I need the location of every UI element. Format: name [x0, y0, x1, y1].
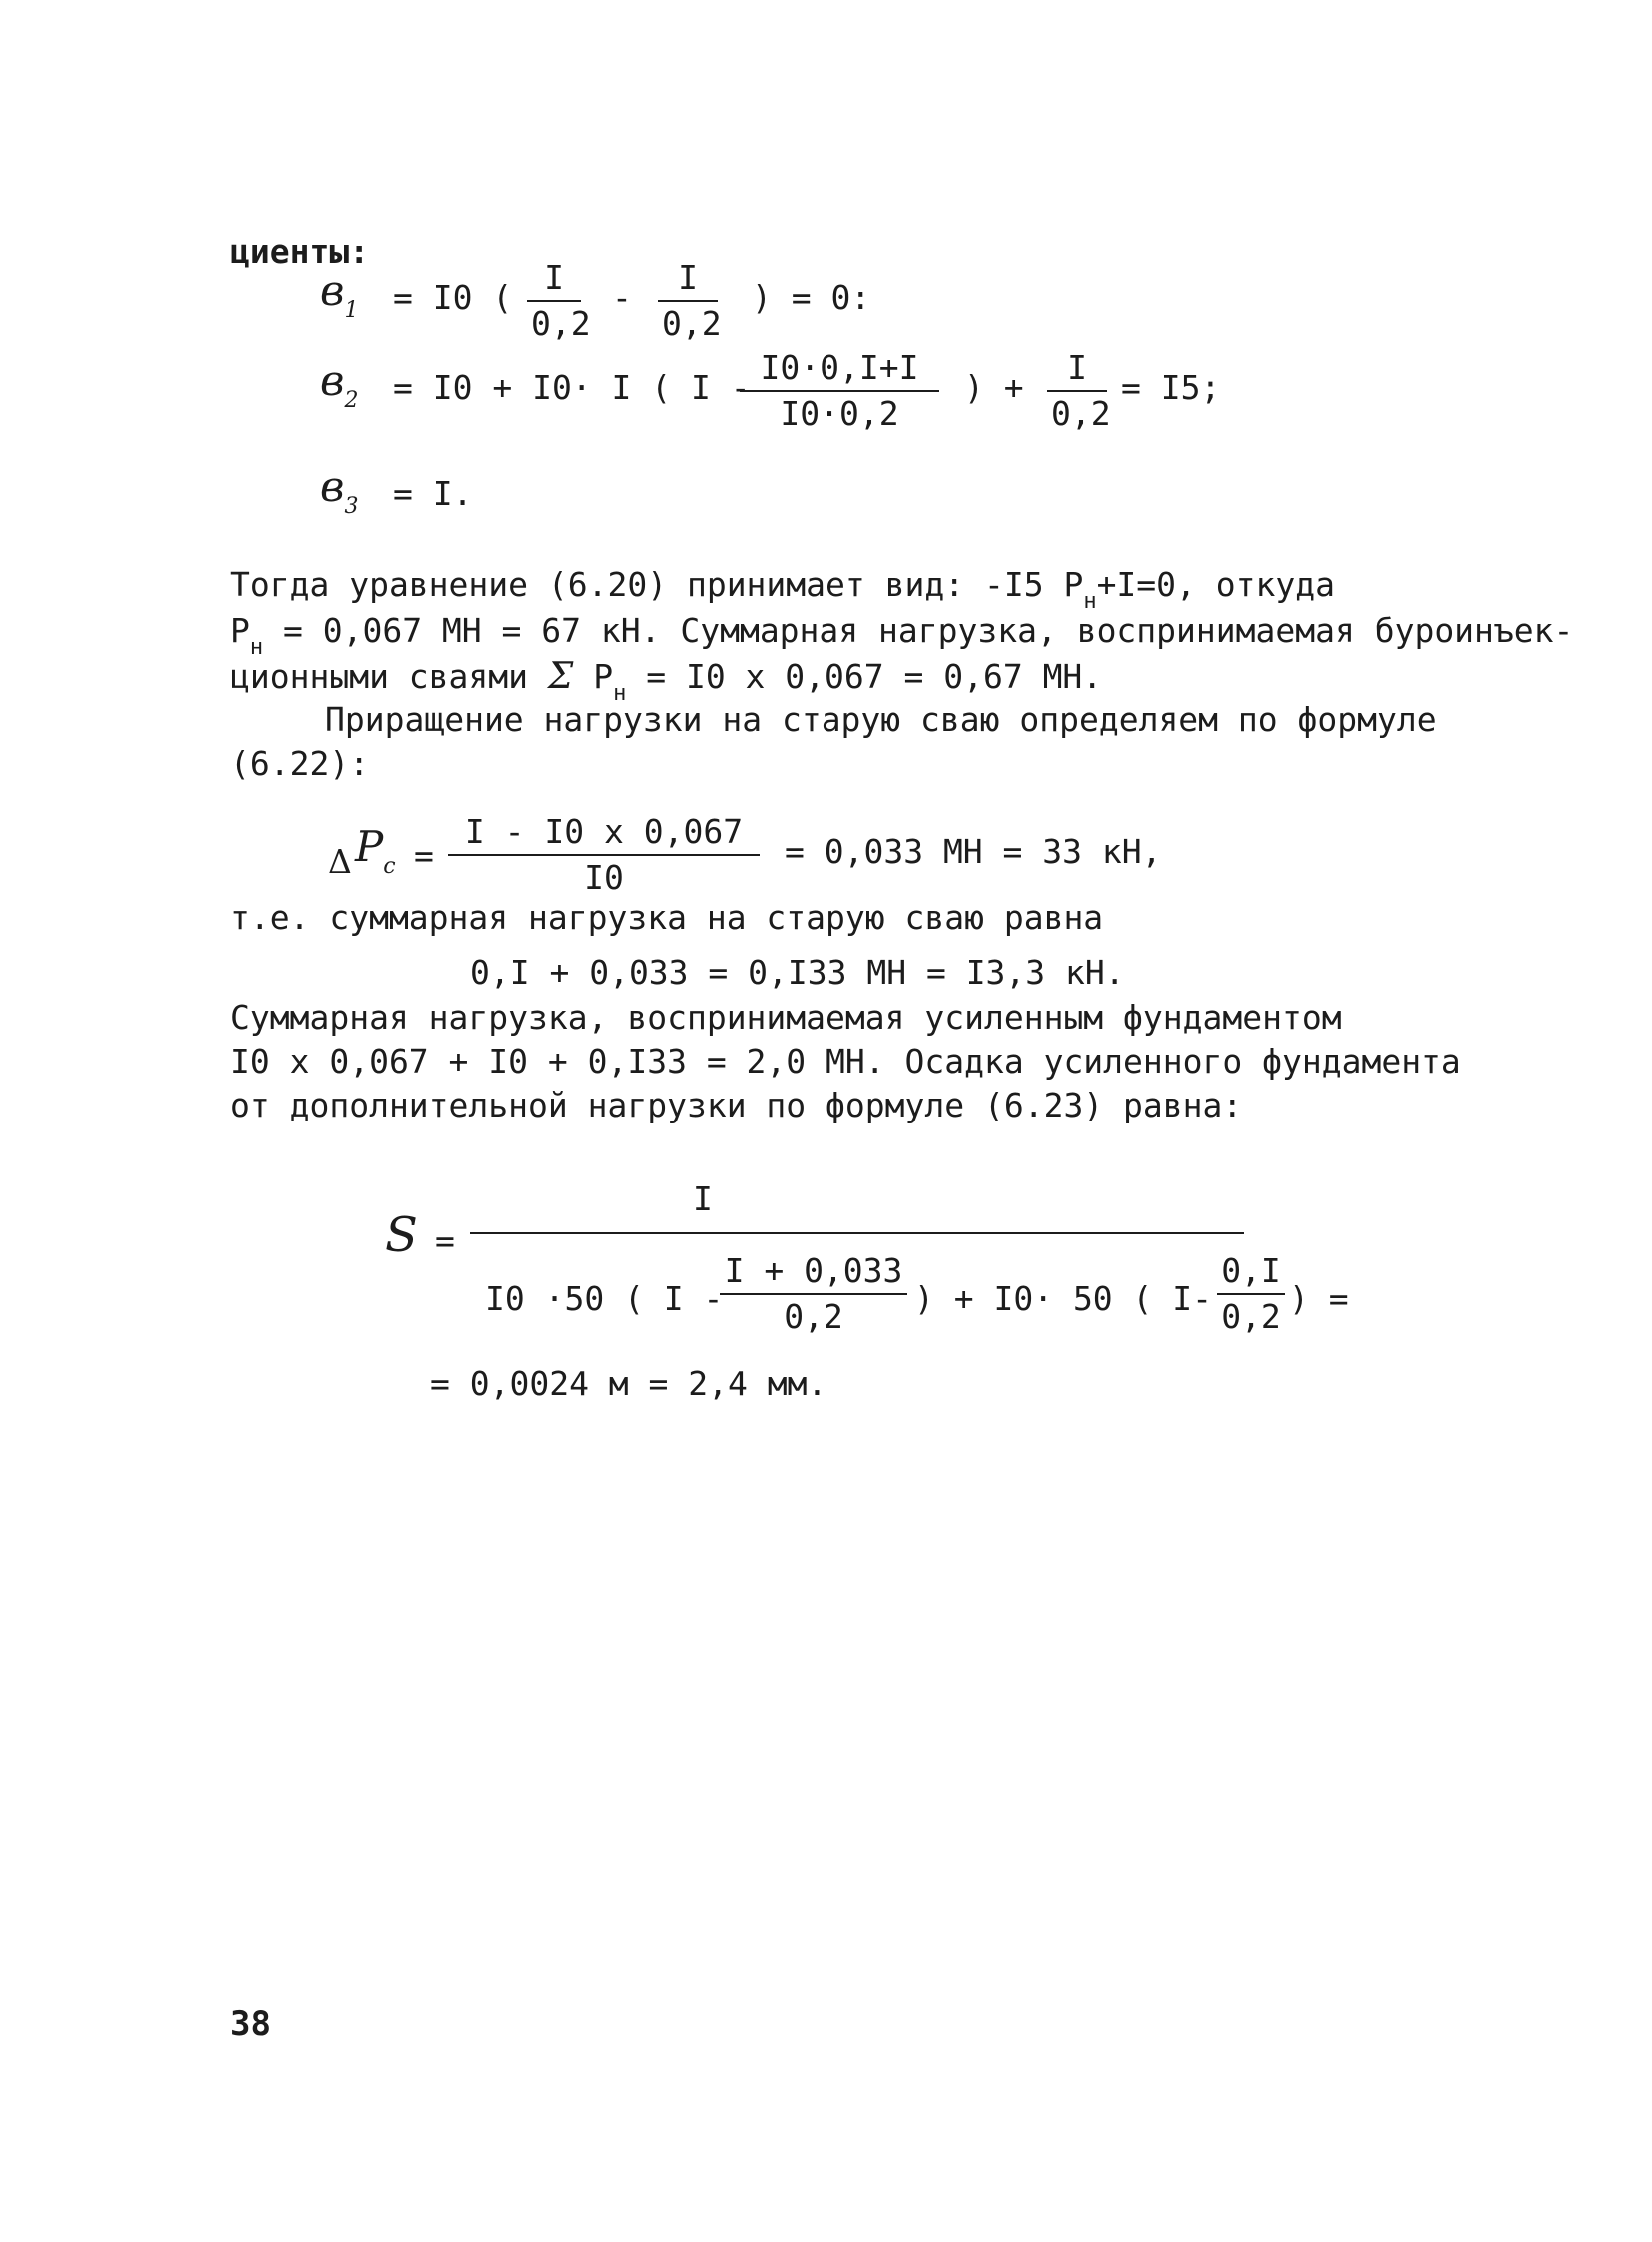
b2-suffix: = I5; — [1121, 368, 1221, 407]
settlement-result: = 0,0024 м = 2,4 мм. — [430, 1364, 827, 1403]
b1-suffix: ) = 0: — [752, 278, 871, 317]
b1-fraction-1: I 0,2 — [527, 258, 581, 343]
top-word: циенты: — [230, 232, 370, 271]
b2-fraction-1: I0·0,I+I I0·0,2 — [740, 348, 939, 433]
paragraph3-line1: т.е. суммарная нагрузка на старую сваю равна — [230, 898, 1104, 937]
paragraph4-line3: от дополнительной нагрузки по формуле (6.23) равна: — [230, 1086, 1243, 1124]
b2-prefix: = I0 + I0· I ( I - — [393, 368, 751, 407]
b1-minus: - — [612, 278, 632, 317]
paragraph2-line1: Приращение нагрузки на старую сваю определяем по формуле — [325, 700, 1437, 739]
b2-fraction-2: I 0,2 — [1047, 348, 1107, 433]
paragraph1-line3: ционными сваями Σ $P_н = I0$ x 0,067 = 0,67 МН. — [230, 656, 1103, 706]
settlement-fraction-2: 0,I 0,2 — [1217, 1251, 1285, 1336]
settlement-equals: = — [435, 1221, 455, 1260]
paragraph1-line1: Тогда уравнение (6.20) принимает вид: -I5 $P_н+I=0$, откуда — [230, 565, 1335, 614]
settlement-denominator-middle: ) + I0· 50 ( I- — [914, 1279, 1213, 1318]
page-number: 38 — [230, 2004, 271, 2044]
settlement-variable: S — [385, 1207, 418, 1263]
b1-fraction-2: I 0,2 — [658, 258, 718, 343]
paragraph4-line1: Суммарная нагрузка, воспринимаемая усиленным фундаментом — [230, 998, 1342, 1037]
paragraph3-line2: 0,I + 0,033 = 0,I33 МН = I3,3 кН. — [470, 953, 1125, 992]
b1-prefix: = I0 ( — [393, 278, 513, 317]
settlement-main-bar — [470, 1232, 1244, 1234]
b1-variable: $в_1$ — [320, 266, 359, 323]
delta-equals: = — [414, 836, 434, 875]
delta-result: = 0,033 МН = 33 кН, — [785, 832, 1162, 871]
paragraph1-line2: $P_н = 0,067$ МН = 67 кН. Суммарная нагрузка, воспринимаемая буроинъек- — [230, 611, 1574, 660]
delta-symbol: Δ — [328, 842, 352, 881]
b3-variable: $в_3$ — [320, 462, 359, 519]
settlement-numerator: I — [693, 1179, 713, 1218]
delta-fraction: I - I0 x 0,067 I0 — [448, 812, 760, 897]
settlement-denominator-prefix: I0 ·50 ( I - — [485, 1279, 724, 1318]
settlement-denominator-suffix: ) = — [1289, 1279, 1349, 1318]
settlement-fraction-1: I + 0,033 0,2 — [720, 1251, 907, 1336]
b2-middle: ) + — [964, 368, 1024, 407]
b2-variable: $в_2$ — [320, 356, 359, 413]
paragraph4-line2: I0 x 0,067 + I0 + 0,I33 = 2,0 МН. Осадка усиленного фундамента — [230, 1042, 1461, 1081]
b3-suffix: = I. — [393, 474, 473, 513]
delta-variable: $P_c$ — [355, 822, 396, 879]
paragraph2-line2: (6.22): — [230, 744, 370, 783]
